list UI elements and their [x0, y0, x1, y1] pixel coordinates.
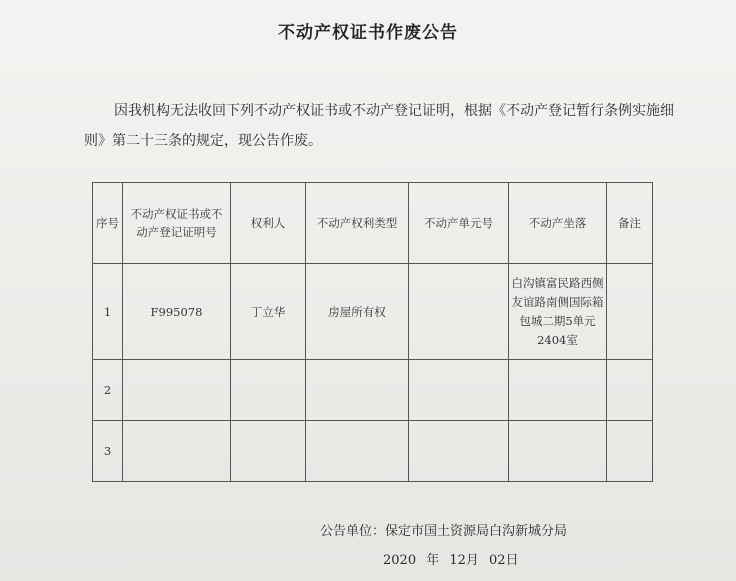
header-location: 不动产坐落	[509, 183, 607, 264]
cell-no: 3	[93, 421, 123, 482]
table-row	[93, 264, 653, 360]
certificate-table	[92, 182, 653, 482]
header-unit-no: 不动产单元号	[409, 183, 509, 264]
cell-cert	[123, 421, 231, 482]
notice-paragraph: 因我机构无法收回下列不动产权证书或不动产登记证明，根据《不动产登记暂行条例实施细则》第二十三条的规定，现公告作废。	[84, 103, 674, 149]
cell-remark	[607, 360, 653, 421]
cell-holder	[231, 421, 306, 482]
cell-remark	[607, 421, 653, 482]
cell-holder	[231, 360, 306, 421]
table-header-row	[93, 183, 653, 264]
cell-location	[509, 360, 607, 421]
cell-location	[509, 421, 607, 482]
header-cert: 不动产权证书或不动产登记证明号	[123, 183, 231, 264]
header-no: 序号	[93, 183, 123, 264]
issue-date: 2020 年 12月 02日	[383, 553, 519, 568]
cell-cert	[123, 360, 231, 421]
cell-right-type	[306, 360, 409, 421]
cell-no: 2	[93, 360, 123, 421]
cell-unit-no	[409, 421, 509, 482]
header-holder: 权利人	[231, 183, 306, 264]
header-remark: 备注	[607, 183, 653, 264]
cell-location: 白沟镇富民路西侧友谊路南侧国际箱包城二期5单元2404室	[509, 264, 607, 360]
cell-no: 1	[93, 264, 123, 360]
table-row	[93, 360, 653, 421]
issuing-unit: 公告单位：保定市国土资源局白沟新城分局	[320, 524, 568, 539]
cell-cert: F995078	[123, 264, 231, 360]
page-title: 不动产权证书作废公告	[278, 23, 458, 43]
cell-holder: 丁立华	[231, 264, 306, 360]
cell-right-type: 房屋所有权	[306, 264, 409, 360]
cell-unit-no	[409, 264, 509, 360]
header-right-type: 不动产权利类型	[306, 183, 409, 264]
cell-remark	[607, 264, 653, 360]
cell-right-type	[306, 421, 409, 482]
table-row	[93, 421, 653, 482]
cell-unit-no	[409, 360, 509, 421]
